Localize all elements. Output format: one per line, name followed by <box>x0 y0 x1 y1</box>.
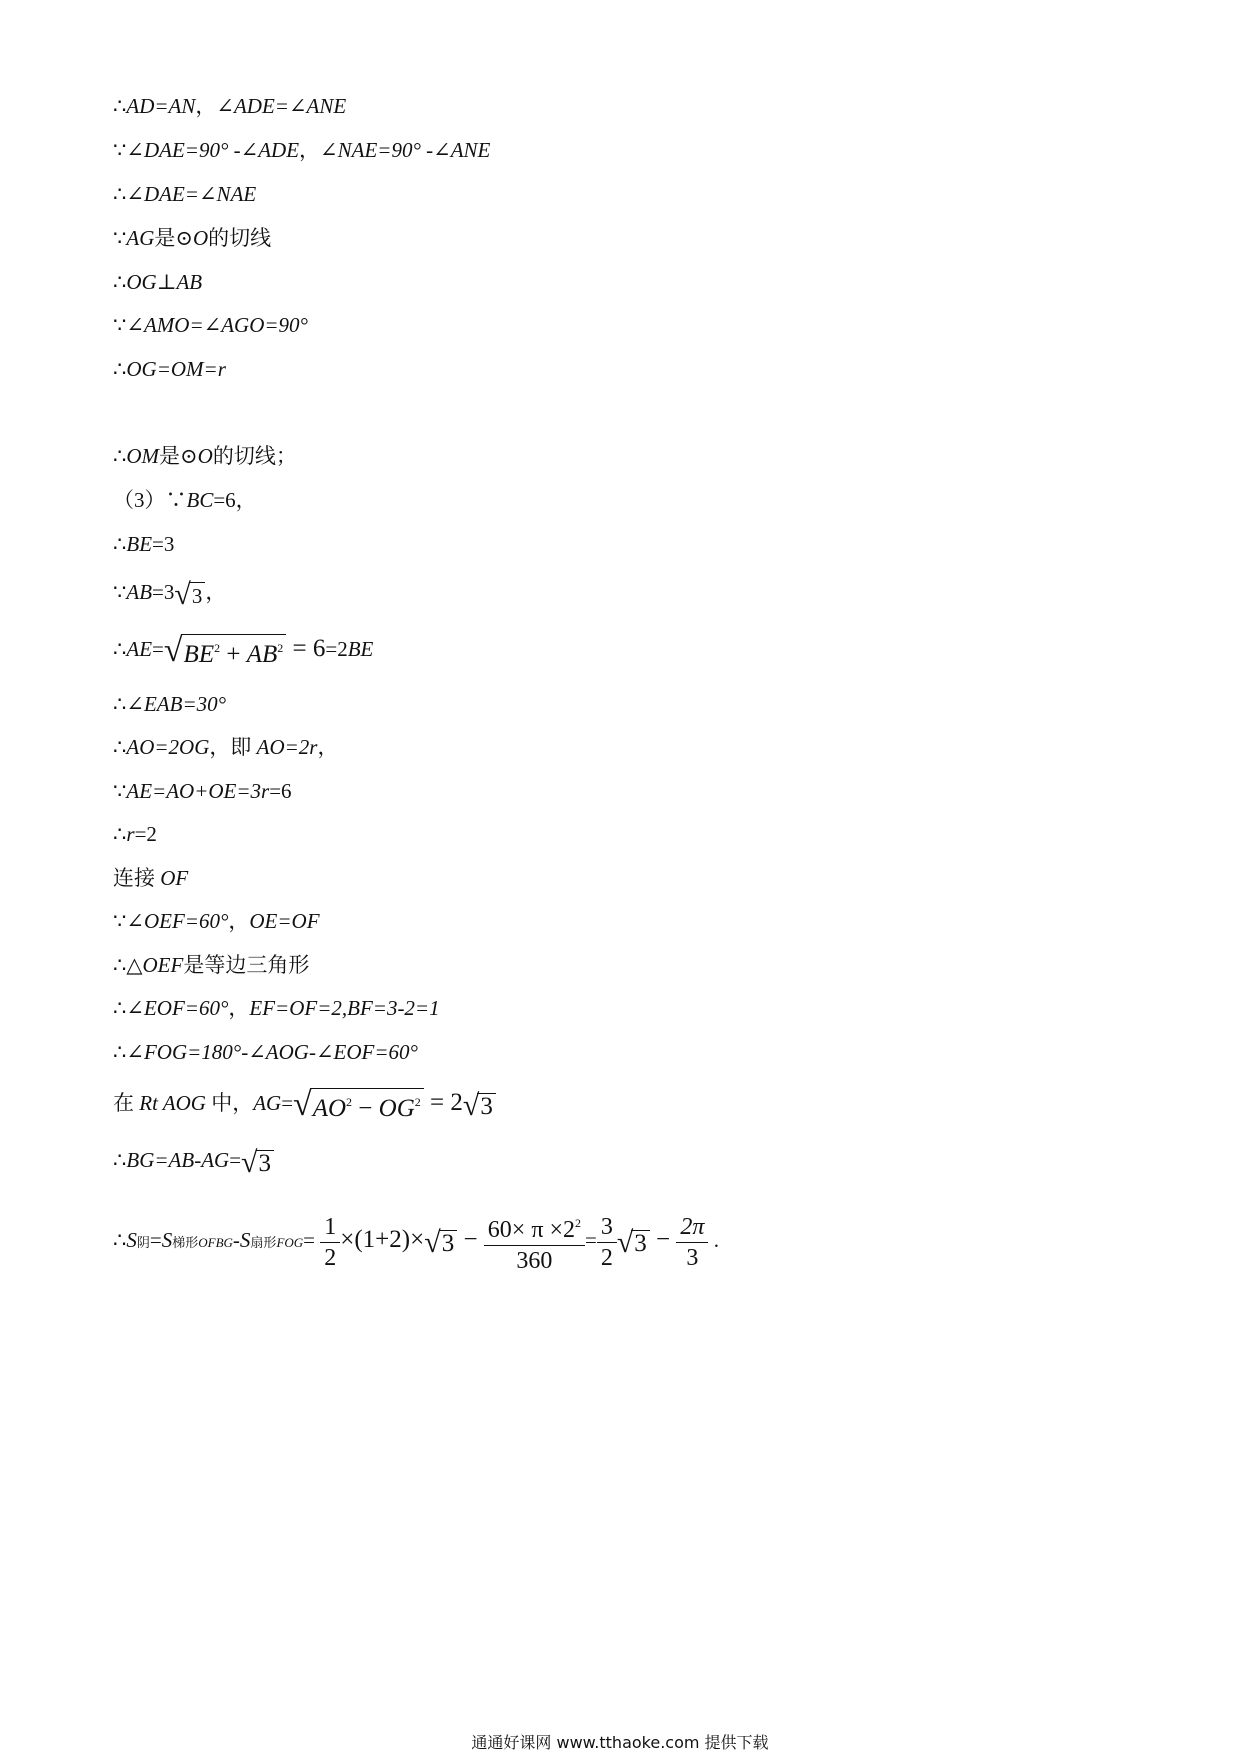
fraction: $\frac{1}{2}$ <box>320 1212 340 1273</box>
square-root: $√AO^2 - OG^2$ <box>293 1088 424 1122</box>
math-expression: =3 <box>152 580 175 604</box>
math-expression: = 6 <box>286 634 326 662</box>
proof-line-11 <box>113 578 227 612</box>
therefore-symbol: ∴ <box>113 532 127 556</box>
proof-line-18 <box>113 907 320 935</box>
text: 的切线； <box>212 444 297 468</box>
punctuation: ， <box>195 94 217 118</box>
math-expression: ∠EAB=30° <box>126 692 227 716</box>
proof-line-2 <box>113 136 490 164</box>
math-expression: ∠DAE=90° -∠ADE <box>126 138 300 162</box>
square-root: √3 <box>617 1227 650 1257</box>
therefore-symbol: ∴ <box>113 182 127 206</box>
square-root: √3 <box>241 1147 274 1177</box>
proof-line-12 <box>113 634 373 668</box>
text: 是等边三角形 <box>183 953 310 977</box>
math-expression: EF=OF=2,BF=3-2=1 <box>249 996 440 1020</box>
square-root: $√BE^2 + AB^2$ <box>164 634 286 668</box>
therefore-symbol: ∴ <box>113 357 127 381</box>
math-expression: ∠EOF=60° <box>126 996 229 1020</box>
math-expression: = 2 <box>423 1088 463 1116</box>
radicand: $BE^2 + AB^2$ <box>181 634 287 668</box>
math-expression: =6 <box>269 779 292 803</box>
therefore-symbol: ∴ <box>113 94 127 118</box>
part-number: （3）∵ <box>113 488 187 512</box>
math-expression: OEF <box>142 953 184 977</box>
area-symbol: S <box>126 1227 137 1252</box>
therefore-symbol: ∴ <box>113 636 127 661</box>
proof-line-6 <box>113 311 308 339</box>
because-symbol: ∵ <box>113 313 127 337</box>
math-expression: = <box>149 1227 162 1252</box>
math-expression: AD=AN <box>126 94 196 118</box>
math-expression: OM <box>126 444 160 468</box>
proof-line-21 <box>113 1038 418 1066</box>
math-expression: O <box>192 226 209 250</box>
proof-line-5 <box>113 268 202 296</box>
proof-line-24 <box>113 1208 719 1276</box>
therefore-symbol: ∴ <box>113 1227 127 1252</box>
text: ，即 <box>209 735 257 759</box>
math-expression: − <box>649 1225 677 1253</box>
therefore-symbol: ∴ <box>113 1148 127 1172</box>
math-expression: BC <box>186 488 214 512</box>
math-expression: × <box>410 1225 425 1253</box>
proof-line-3 <box>113 180 256 208</box>
proof-line-17 <box>113 864 188 892</box>
punctuation: ， <box>317 735 339 759</box>
math-expression: - <box>232 1227 240 1252</box>
math-expression: = <box>152 636 164 661</box>
math-expression: ∠FOG=180°-∠AOG-∠EOF=60° <box>126 1040 418 1064</box>
because-symbol: ∵ <box>113 138 127 162</box>
math-expression: =2 <box>325 636 348 661</box>
math-expression: Rt AOG <box>139 1090 206 1115</box>
radicand: $AO^2 - OG^2$ <box>310 1088 424 1122</box>
punctuation: ， <box>228 909 250 933</box>
math-expression: OE=OF <box>249 909 320 933</box>
proof-line-15 <box>113 777 292 805</box>
radicand: 3 <box>439 1230 458 1257</box>
text: 是⊙ <box>159 444 198 468</box>
math-expression: AO=2r <box>256 735 318 759</box>
math-expression: = <box>281 1090 294 1115</box>
math-expression: OG⊥AB <box>126 270 203 294</box>
math-expression: (1+2) <box>354 1225 411 1253</box>
square-root: √3 <box>463 1090 496 1120</box>
radicand: 3 <box>256 1150 275 1177</box>
math-expression: AG <box>126 226 155 250</box>
punctuation: ， <box>205 580 227 604</box>
square-root: √3 <box>174 579 205 609</box>
math-expression: ∠OEF=60° <box>126 909 229 933</box>
proof-line-14 <box>113 733 338 761</box>
math-expression: ∠NAE=90° -∠ANE <box>320 138 491 162</box>
text: 在 <box>113 1090 140 1115</box>
proof-line-19 <box>113 951 309 979</box>
fraction: $\frac{60\times \pi \times 2^2}{360}$ <box>484 1208 585 1276</box>
math-expression: = <box>303 1227 315 1252</box>
math-expression: − <box>457 1225 484 1253</box>
proof-line-16 <box>113 820 157 848</box>
proof-line-9 <box>113 486 257 514</box>
math-expression: = <box>229 1148 242 1172</box>
fraction: $\frac{3}{2}$ <box>597 1212 617 1273</box>
math-expression: AG <box>253 1090 282 1115</box>
punctuation: ， <box>299 138 321 162</box>
math-expression: ∠ADE=∠ANE <box>216 94 347 118</box>
therefore-symbol: ∴ <box>113 444 127 468</box>
math-expression: BE <box>126 532 153 556</box>
radicand: 3 <box>477 1093 496 1120</box>
math-expression: =2 <box>134 822 157 846</box>
subscript: 梯形 <box>172 1234 199 1250</box>
math-expression: =6， <box>213 488 257 512</box>
math-expression: AE <box>126 636 153 661</box>
math-expression: OG=OM=r <box>126 357 226 381</box>
proof-line-13 <box>113 690 226 718</box>
math-expression: r <box>126 822 135 846</box>
therefore-symbol: ∴ <box>113 270 127 294</box>
math-expression: = <box>584 1227 597 1252</box>
math-expression: ∠AMO=∠AGO=90° <box>126 313 308 337</box>
text: 连接 <box>113 866 161 890</box>
math-expression: BE <box>347 636 374 661</box>
proof-line-1 <box>113 92 346 120</box>
therefore-symbol: ∴ <box>113 822 127 846</box>
proof-line-4 <box>113 224 271 252</box>
math-expression: BG=AB-AG <box>126 1148 230 1172</box>
because-symbol: ∵ <box>113 909 127 933</box>
because-symbol: ∵ <box>113 226 127 250</box>
fraction: $\frac{2\pi}{3}$ <box>676 1212 708 1273</box>
therefore-symbol: ∴ <box>113 996 127 1020</box>
subscript: FOG <box>276 1234 304 1250</box>
radicand: 3 <box>631 1230 650 1257</box>
subscript: 阴 <box>136 1234 150 1250</box>
page-footer: 通通好课网 www.tthaoke.com 提供下载 <box>471 1733 769 1752</box>
therefore-symbol: ∴△ <box>113 953 143 977</box>
math-expression: ∠DAE=∠NAE <box>126 182 257 206</box>
square-root: √3 <box>424 1227 457 1257</box>
subscript: 扇形 <box>250 1234 277 1250</box>
math-expression: =3 <box>152 532 175 556</box>
subscript: OFBG <box>198 1234 233 1250</box>
math-expression: O <box>197 444 213 468</box>
therefore-symbol: ∴ <box>113 735 127 759</box>
math-expression: AO=2OG <box>126 735 210 759</box>
math-expression: × <box>340 1225 355 1253</box>
proof-line-23 <box>113 1146 274 1180</box>
area-symbol: S <box>239 1227 251 1252</box>
math-expression: OF <box>160 866 189 890</box>
proof-line-10 <box>113 530 174 558</box>
punctuation: ， <box>228 996 250 1020</box>
punctuation: . <box>708 1227 719 1252</box>
because-symbol: ∵ <box>113 779 127 803</box>
text: 中， <box>205 1090 254 1115</box>
math-expression: AE=AO+OE=3r <box>126 779 270 803</box>
proof-line-8 <box>113 442 297 470</box>
math-expression: AB <box>126 580 153 604</box>
text: 是⊙ <box>154 226 193 250</box>
proof-line-7 <box>113 355 226 383</box>
because-symbol: ∵ <box>113 580 127 604</box>
area-symbol: S <box>161 1227 173 1252</box>
proof-line-22 <box>113 1088 496 1122</box>
proof-line-20 <box>113 994 440 1022</box>
therefore-symbol: ∴ <box>113 692 127 716</box>
radicand: 3 <box>189 582 206 609</box>
therefore-symbol: ∴ <box>113 1040 127 1064</box>
text: 的切线 <box>208 226 272 250</box>
